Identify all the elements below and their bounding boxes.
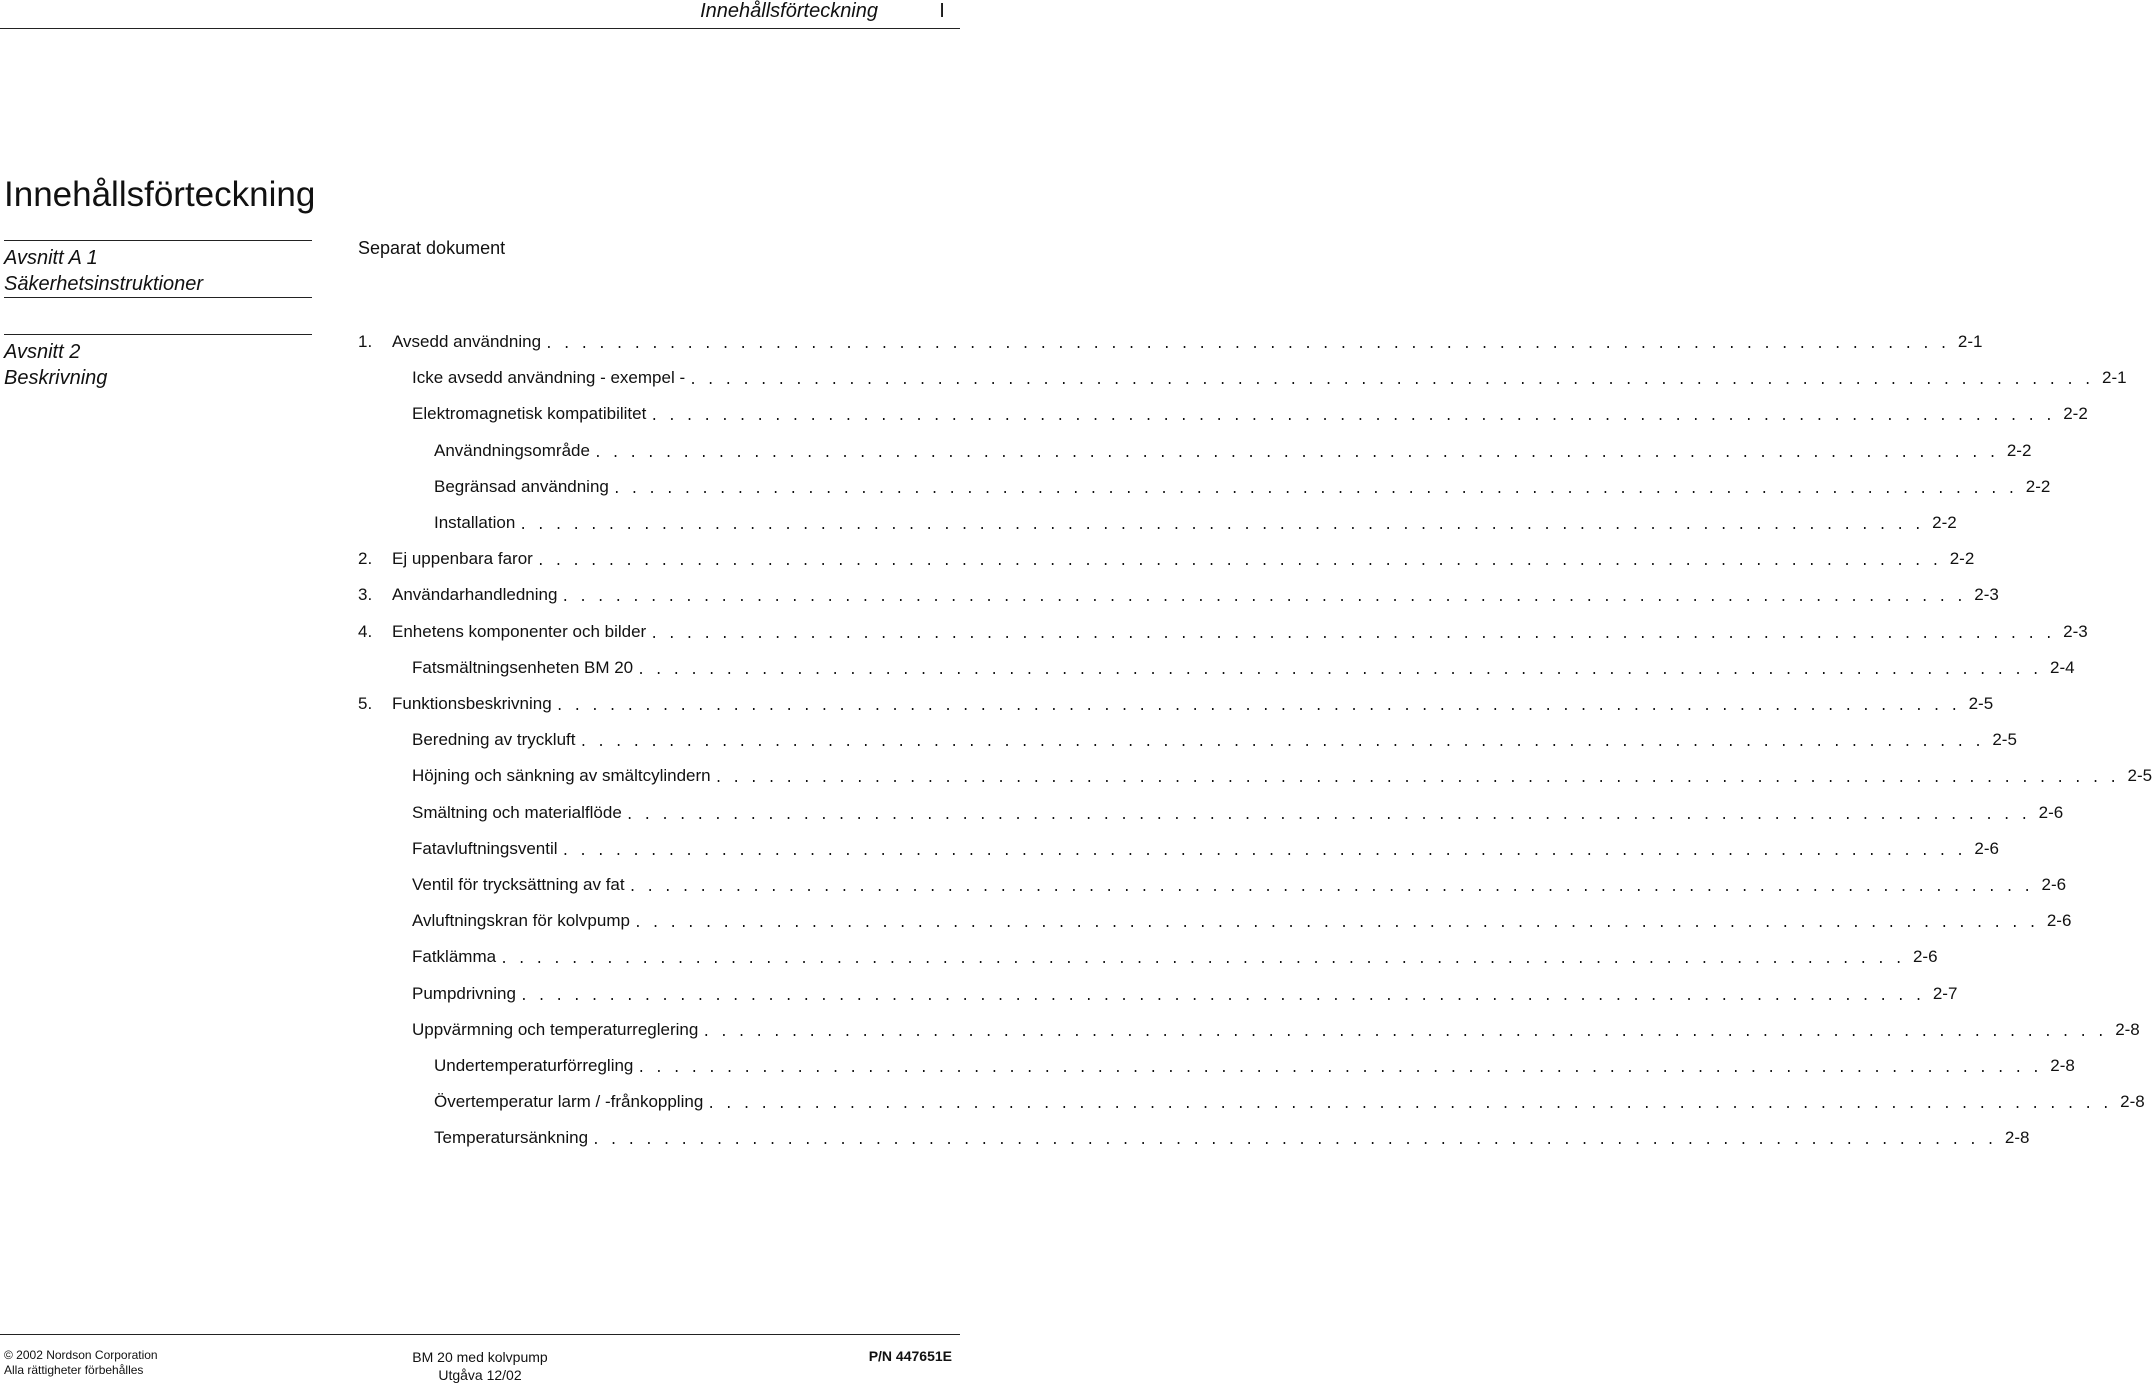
toc-dot-leader: . . . . . . . . . . . . . . . . . . . . . . . . . . . . . . . . . . . . . . . . . . . . . . . . . . . . . . . . . . . . . . . . . . . . . . . . . . . . . . . . <box>519 517 1923 533</box>
toc-entry-page: 2-5 <box>1992 730 2017 749</box>
toc-entry[interactable] <box>412 976 1958 1012</box>
toc-entry-title: Elektromagnetisk kompatibilitet <box>412 404 647 423</box>
footer-edition: Utgåva 12/02 <box>438 1367 522 1383</box>
toc-entry-title: Pumpdrivning <box>412 984 516 1003</box>
toc-entry[interactable] <box>412 795 2064 831</box>
toc-dot-leader: . . . . . . . . . . . . . . . . . . . . . . . . . . . . . . . . . . . . . . . . . . . . . . . . . . . . . . . . . . . . . . . . . . . . . . . . . . . . . . . . <box>561 843 1965 859</box>
toc-entry-title: Undertemperaturförregling <box>434 1056 634 1075</box>
toc-entry-title: Ej uppenbara faror <box>392 549 533 568</box>
toc-dot-leader: . . . . . . . . . . . . . . . . . . . . . . . . . . . . . . . . . . . . . . . . . . . . . . . . . . . . . . . . . . . . . . . . . . . . . . . . . . . . . . . . <box>592 1132 1996 1148</box>
toc-entry[interactable] <box>434 1084 2145 1120</box>
toc-entry[interactable] <box>412 360 2127 396</box>
toc-dot-leader: . . . . . . . . . . . . . . . . . . . . . . . . . . . . . . . . . . . . . . . . . . . . . . . . . . . . . . . . . . . . . . . . . . . . . . . . . . . . . . . . <box>625 807 2030 823</box>
toc-entry[interactable] <box>358 686 1994 722</box>
toc-entry[interactable] <box>358 614 2088 650</box>
toc-entry-page: 2-8 <box>2115 1020 2140 1039</box>
toc-entry-title: Begränsad användning <box>434 477 609 496</box>
toc-entry-page: 2-2 <box>2006 441 2032 460</box>
toc-entry[interactable] <box>412 758 2152 794</box>
toc-entry-title: Installation <box>434 513 516 532</box>
section-divider <box>4 297 312 298</box>
toc-entry-title: Fatavluftningsventil <box>412 839 558 858</box>
section-divider <box>4 240 312 241</box>
toc-entry[interactable] <box>434 505 1957 541</box>
toc-entry-page: 2-6 <box>2046 911 2072 930</box>
toc-dot-leader: . . . . . . . . . . . . . . . . . . . . . . . . . . . . . . . . . . . . . . . . . . . . . . . . . . . . . . . . . . . . . . . . . . . . . . . . . . . . . . . . <box>714 770 2119 786</box>
toc-entry-title: Användarhandledning <box>392 585 558 604</box>
toc-entry-title: Fatklämma <box>412 947 497 966</box>
toc-entry-page: 2-8 <box>2004 1128 2030 1147</box>
toc-entry-page: 2-2 <box>2025 477 2051 496</box>
toc-entry[interactable] <box>412 867 2067 903</box>
toc-entry-page: 2-1 <box>1957 332 1983 351</box>
toc-entry-page: 2-5 <box>1968 694 1994 713</box>
toc-entry-page: 2-2 <box>1932 513 1957 532</box>
footer-copyright-block <box>4 1348 158 1378</box>
toc-entry-number: 1. <box>358 332 373 351</box>
toc-entry-title: Avsedd användning <box>392 332 542 351</box>
toc-dot-leader: . . . . . . . . . . . . . . . . . . . . . . . . . . . . . . . . . . . . . . . . . . . . . . . . . . . . . . . . . . . . . . . . . . . . . . . . . . . . . . . . <box>561 589 1965 605</box>
toc-entry[interactable] <box>412 650 2075 686</box>
footer-part-number: P/N 447651E <box>868 1348 952 1364</box>
toc-entry-page: 2-3 <box>1974 585 1999 604</box>
toc-entry-title: Icke avsedd användning - exempel - <box>412 368 686 387</box>
toc-dot-leader: . . . . . . . . . . . . . . . . . . . . . . . . . . . . . . . . . . . . . . . . . . . . . . . . . . . . . . . . . . . . . . . . . . . . . . . . . . . . . . . . <box>593 445 1998 461</box>
toc-entry[interactable] <box>412 939 1938 975</box>
section-2-title: Beskrivning <box>4 367 108 389</box>
toc-dot-leader: . . . . . . . . . . . . . . . . . . . . . . . . . . . . . . . . . . . . . . . . . . . . . . . . . . . . . . . . . . . . . . . . . . . . . . . . . . . . . . . . <box>545 336 1949 352</box>
section-2-label <box>4 339 107 391</box>
toc-entry[interactable] <box>358 577 1999 613</box>
footer-divider <box>0 1334 960 1335</box>
toc-dot-leader: . . . . . . . . . . . . . . . . . . . . . . . . . . . . . . . . . . . . . . . . . . . . . . . . . . . . . . . . . . . . . . . . . . . . . . . . . . . . . . . . <box>500 951 1904 967</box>
toc-dot-leader: . . . . . . . . . . . . . . . . . . . . . . . . . . . . . . . . . . . . . . . . . . . . . . . . . . . . . . . . . . . . . . . . . . . . . . . . . . . . . . . . <box>536 553 1941 569</box>
toc-dot-leader: . . . . . . . . . . . . . . . . . . . . . . . . . . . . . . . . . . . . . . . . . . . . . . . . . . . . . . . . . . . . . . . . . . . . . . . . . . . . . . . . <box>707 1096 2111 1112</box>
toc-entry-page: 2-8 <box>2120 1092 2145 1111</box>
toc-entry[interactable] <box>412 831 1999 867</box>
toc-entry[interactable] <box>434 1120 2030 1156</box>
toc-entry-page: 2-4 <box>2050 658 2075 677</box>
footer-product: BM 20 med kolvpump <box>412 1349 548 1365</box>
toc-entry[interactable] <box>412 903 2072 939</box>
toc-entry-page: 2-8 <box>2050 1056 2075 1075</box>
toc-entry-page: 2-6 <box>1912 947 1938 966</box>
toc-dot-leader: . . . . . . . . . . . . . . . . . . . . . . . . . . . . . . . . . . . . . . . . . . . . . . . . . . . . . . . . . . . . . . . . . . . . . . . . . . . . . . . . <box>637 1060 2041 1076</box>
toc-dot-leader: . . . . . . . . . . . . . . . . . . . . . . . . . . . . . . . . . . . . . . . . . . . . . . . . . . . . . . . . . . . . . . . . . . . . . . . . . . . . . . . . <box>519 988 1924 1004</box>
toc-entry-title: Fatsmältningsenheten BM 20 <box>412 658 634 677</box>
toc-entry[interactable] <box>412 722 2017 758</box>
toc-entry-number: 3. <box>358 585 373 604</box>
section-2-number: Avsnitt 2 <box>4 341 81 363</box>
toc-dot-leader: . . . . . . . . . . . . . . . . . . . . . . . . . . . . . . . . . . . . . . . . . . . . . . . . . . . . . . . . . . . . . . . . . . . . . . . . . . . . . . . . <box>702 1024 2106 1040</box>
footer-copyright: © 2002 Nordson Corporation <box>4 1348 158 1362</box>
footer-product-block <box>380 1348 580 1384</box>
section-a1-number: Avsnitt A 1 <box>4 247 98 269</box>
toc-dot-leader: . . . . . . . . . . . . . . . . . . . . . . . . . . . . . . . . . . . . . . . . . . . . . . . . . . . . . . . . . . . . . . . . . . . . . . . . . . . . . . . . <box>637 662 2041 678</box>
toc-entry-page: 2-1 <box>2101 368 2127 387</box>
toc-entry-title: Övertemperatur larm / -frånkoppling <box>434 1092 704 1111</box>
toc-entry-page: 2-3 <box>2063 622 2088 641</box>
toc-entry[interactable] <box>358 324 1983 360</box>
footer-rights: Alla rättigheter förbehålles <box>4 1363 144 1377</box>
toc-entry[interactable] <box>412 396 2088 432</box>
toc-entry[interactable] <box>434 469 2051 505</box>
toc-entry[interactable] <box>358 541 1975 577</box>
toc-dot-leader: . . . . . . . . . . . . . . . . . . . . . . . . . . . . . . . . . . . . . . . . . . . . . . . . . . . . . . . . . . . . . . . . . . . . . . . . . . . . . . . . <box>689 372 2093 388</box>
toc-entry-title: Uppvärmning och temperaturreglering <box>412 1020 699 1039</box>
section-a1-label <box>4 245 203 297</box>
separate-document-note: Separat dokument <box>358 238 506 258</box>
toc-entry-title: Ventil för trycksättning av fat <box>412 875 625 894</box>
toc-dot-leader: . . . . . . . . . . . . . . . . . . . . . . . . . . . . . . . . . . . . . . . . . . . . . . . . . . . . . . . . . . . . . . . . . . . . . . . . . . . . . . . . <box>612 481 2017 497</box>
toc-entry-title: Temperatursänkning <box>434 1128 589 1147</box>
toc-entry-page: 2-5 <box>2127 766 2152 785</box>
toc-entry-page: 2-6 <box>1974 839 1999 858</box>
toc-entry-number: 2. <box>358 549 373 568</box>
toc-entry-title: Enhetens komponenter och bilder <box>392 622 647 641</box>
header-divider <box>0 28 960 29</box>
header-title: Innehållsförteckning <box>700 0 878 22</box>
toc-entry-title: Beredning av tryckluft <box>412 730 576 749</box>
toc-entry-title: Funktionsbeskrivning <box>392 694 552 713</box>
toc-dot-leader: . . . . . . . . . . . . . . . . . . . . . . . . . . . . . . . . . . . . . . . . . . . . . . . . . . . . . . . . . . . . . . . . . . . . . . . . . . . . . . . . <box>555 698 1960 714</box>
section-divider <box>4 334 312 335</box>
toc-entry-number: 5. <box>358 694 373 713</box>
toc-dot-leader: . . . . . . . . . . . . . . . . . . . . . . . . . . . . . . . . . . . . . . . . . . . . . . . . . . . . . . . . . . . . . . . . . . . . . . . . . . . . . . . . <box>628 879 2033 895</box>
toc-entry[interactable] <box>434 1048 2075 1084</box>
toc-entry-number: 4. <box>358 622 373 641</box>
toc-entry[interactable] <box>412 1012 2140 1048</box>
section-a1-title: Säkerhetsinstruktioner <box>4 273 203 295</box>
toc-entry-page: 2-7 <box>1932 984 1958 1003</box>
toc-entry-title: Smältning och materialflöde <box>412 803 622 822</box>
toc-dot-leader: . . . . . . . . . . . . . . . . . . . . . . . . . . . . . . . . . . . . . . . . . . . . . . . . . . . . . . . . . . . . . . . . . . . . . . . . . . . . . . . . <box>633 915 2038 931</box>
toc-entry-title: Höjning och sänkning av smältcylindern <box>412 766 711 785</box>
toc-entry-page: 2-6 <box>2041 875 2067 894</box>
header-page-number: I <box>939 0 945 22</box>
toc-entry-page: 2-6 <box>2038 803 2064 822</box>
toc-entry[interactable] <box>434 433 2032 469</box>
toc-dot-leader: . . . . . . . . . . . . . . . . . . . . . . . . . . . . . . . . . . . . . . . . . . . . . . . . . . . . . . . . . . . . . . . . . . . . . . . . . . . . . . . . <box>579 734 1983 750</box>
toc-entry-title: Avluftningskran för kolvpump <box>412 911 630 930</box>
toc-entry-title: Användningsområde <box>434 441 590 460</box>
toc-entry-page: 2-2 <box>1949 549 1975 568</box>
toc-entry-page: 2-2 <box>2063 404 2088 423</box>
toc-dot-leader: . . . . . . . . . . . . . . . . . . . . . . . . . . . . . . . . . . . . . . . . . . . . . . . . . . . . . . . . . . . . . . . . . . . . . . . . . . . . . . . . <box>650 626 2054 642</box>
page-title: Innehållsförteckning <box>4 175 316 215</box>
toc-dot-leader: . . . . . . . . . . . . . . . . . . . . . . . . . . . . . . . . . . . . . . . . . . . . . . . . . . . . . . . . . . . . . . . . . . . . . . . . . . . . . . . . <box>650 408 2054 424</box>
